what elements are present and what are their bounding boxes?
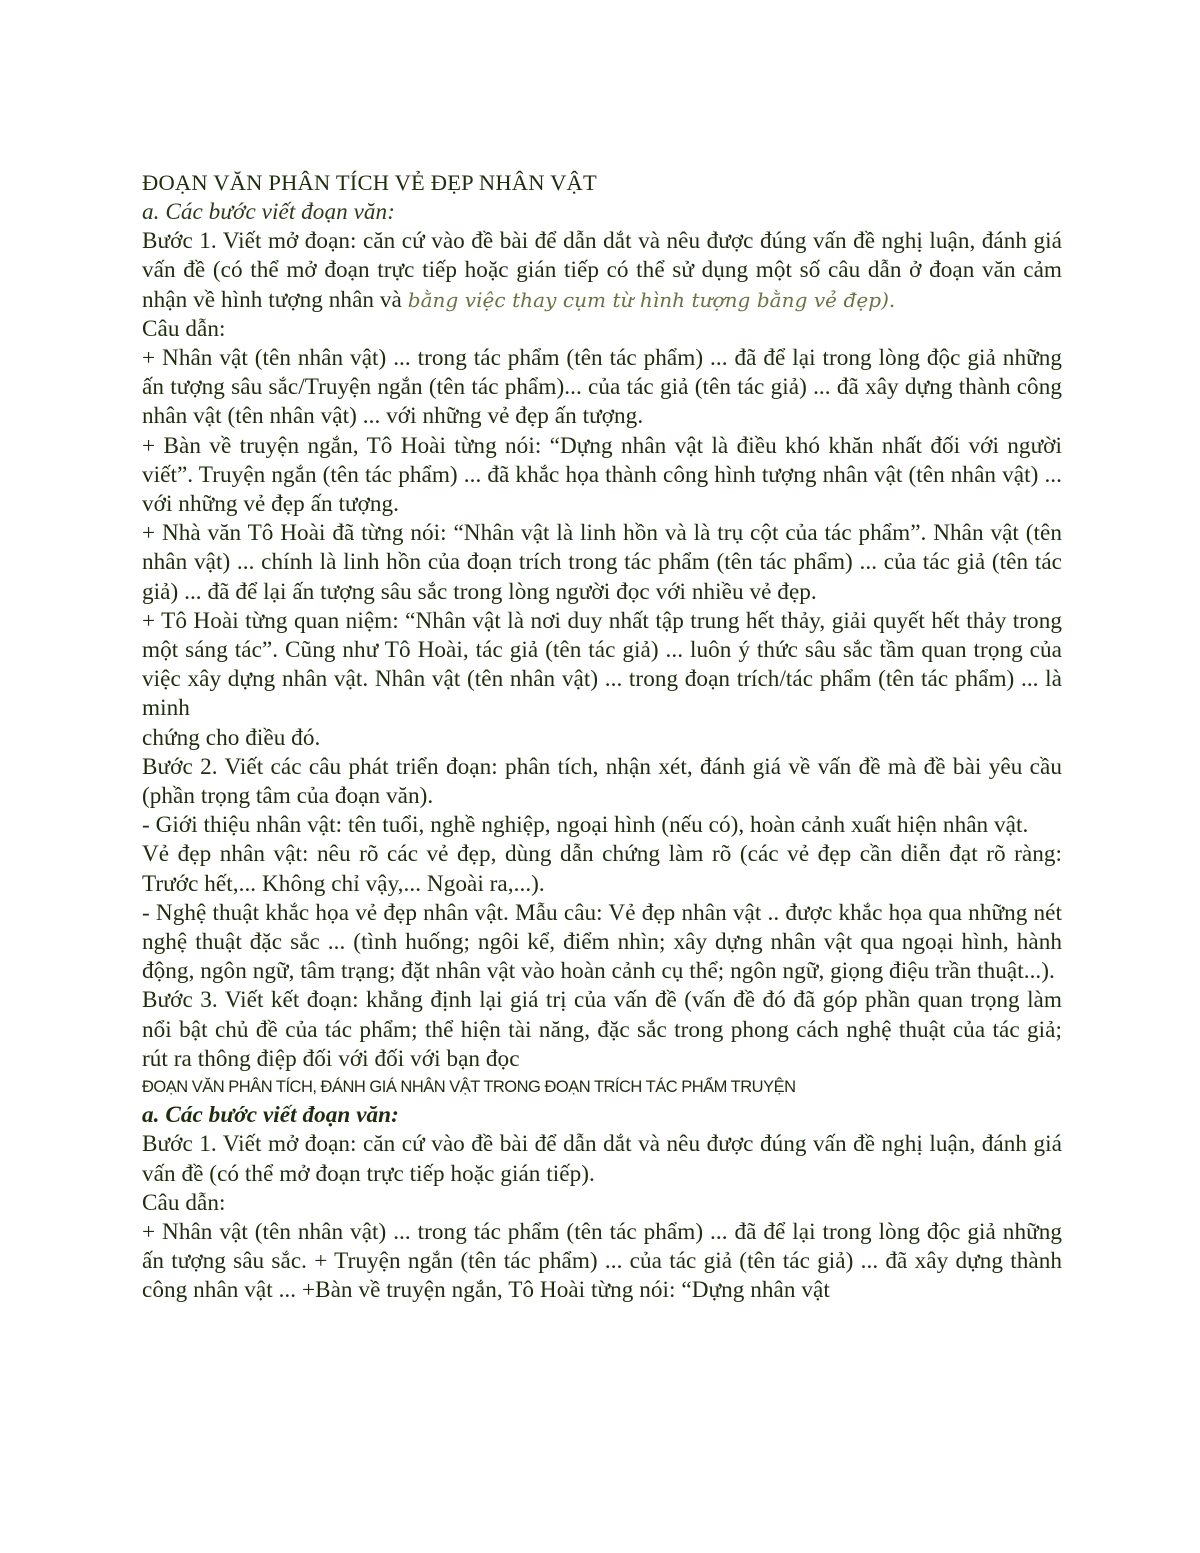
- section2-cau-dan-label: Câu dẫn:: [142, 1189, 226, 1216]
- section1-step2: Bước 2. Viết các câu phát triển đoạn: phân tích, nhận xét, đánh giá về vấn đề mà đề bài yêu cầu (phần trọng tâm của đoạn văn).: [142, 753, 1062, 810]
- section1-intro-character: - Giới thiệu nhân vật: tên tuổi, nghề nghiệp, ngoại hình (nếu có), hoàn cảnh xuất hiện nhân vật.: [142, 812, 1029, 839]
- section1-lead-4: + Tô Hoài từng quan niệm: “Nhân vật là nơi duy nhất tập trung hết thảy, giải quyết hết thảy trong một sáng tác”. Cũng như Tô Hoài, tác giả (tên tác giả) ... luôn ý thức sâu sắc tầm quan trọng của việc xây dựng nhân vật. Nhân vật (tên nhân vật) ... trong đoạn trích/tác phẩm (tên tác phẩm) ... là minh: [142, 607, 1062, 722]
- section1-lead-1: + Nhân vật (tên nhân vật) ... trong tác phẩm (tên tác phẩm) ... đã để lại trong lòng độc giả những ấn tượng sâu sắc/Truyện ngắn (tên tác phẩm)... của tác giả (tên tác giả) ... đã xây dựng thành công nhân vật (tên nhân vật) ... với những vẻ đẹp ấn tượng.: [142, 345, 1062, 430]
- section1-subtitle: a. Các bước viết đoạn văn:: [142, 199, 395, 225]
- section1-title: ĐOẠN VĂN PHÂN TÍCH VẺ ĐẸP NHÂN VẬT: [142, 170, 597, 195]
- section1-lead-3: + Nhà văn Tô Hoài đã từng nói: “Nhân vật là linh hồn và là trụ cột của tác phẩm”. Nhân vật (tên nhân vật) ... chính là linh hồn của đoạn trích trong tác phẩm (tên tác phẩm) ... của tác giả (tên tác giả) ... đã để lại ấn tượng sâu sắc trong lòng người đọc với nhiều vẻ đẹp.: [142, 520, 1062, 605]
- section2-step1: Bước 1. Viết mở đoạn: căn cứ vào đề bài để dẫn dắt và nêu được đúng vấn đề nghị luận, đánh giá vấn đề (có thể mở đoạn trực tiếp hoặc gián tiếp).: [142, 1131, 1062, 1187]
- section1-beauty: Vẻ đẹp nhân vật: nêu rõ các vẻ đẹp, dùng dẫn chứng làm rõ (các vẻ đẹp cần diễn đạt rõ ràng: Trước hết,... Không chỉ vậy,... Ngoài ra,...).: [142, 841, 1062, 897]
- section1-step1-note: bằng việc thay cụm từ hình tượng bằng vẻ đẹp).: [407, 287, 896, 312]
- section1-art: - Nghệ thuật khắc họa vẻ đẹp nhân vật. Mẫu câu: Vẻ đẹp nhân vật .. được khắc họa qua những nét nghệ thuật đặc sắc ... (tình huống; ngôi kể, điểm nhìn; xây dựng nhân vật qua ngoại hình, hành động, ngôn ngữ, tâm trạng; đặt nhân vật vào hoàn cảnh cụ thể; ngôn ngữ, giọng điệu trần thuật...).: [142, 899, 1062, 985]
- section1-step1-text: Bước 1. Viết mở đoạn: căn cứ vào đề bài để dẫn dắt và nêu được đúng vấn đề nghị luận, đánh giá vấn đề (có thể mở đoạn trực tiếp hoặc gián tiếp có thể sử dụng một số câu dẫn ở đoạn văn cảm nhận về hình tượng nhân và: [142, 228, 1062, 313]
- section2-title: ĐOẠN VĂN PHÂN TÍCH, ĐÁNH GIÁ NHÂN VẬT TRONG ĐOẠN TRÍCH TÁC PHẨM TRUYỆN: [142, 1078, 796, 1097]
- section1-lead-4-continued: chứng cho điều đó.: [142, 724, 321, 751]
- section2-lead-1: + Nhân vật (tên nhân vật) ... trong tác phẩm (tên tác phẩm) ... đã để lại trong lòng độc giả những ấn tượng sâu sắc. + Truyện ngắn (tên tác phẩm) ... của tác giả (tên tác giả) ... đã xây dựng thành công nhân vật ... +Bàn về truyện ngắn, Tô Hoài từng nói: “Dựng nhân vật: [142, 1218, 1062, 1304]
- section2-subtitle: a. Các bước viết đoạn văn:: [142, 1102, 399, 1129]
- document-body: [142, 168, 1062, 1306]
- section1-cau-dan-label: Câu dẫn:: [142, 315, 226, 342]
- section1-step3: Bước 3. Viết kết đoạn: khẳng định lại giá trị của vấn đề (vấn đề đó đã góp phần quan trọng làm nổi bật chủ đề của tác phẩm; thể hiện tài năng, đặc sắc trong phong cách nghệ thuật của tác giả; rút ra thông điệp đối với đối với bạn đọc: [142, 987, 1062, 1072]
- section1-step1: [142, 227, 1062, 315]
- section1-lead-2: + Bàn về truyện ngắn, Tô Hoài từng nói: “Dựng nhân vật là điều khó khăn nhất đối với người viết”. Truyện ngắn (tên tác phẩm) ... đã khắc họa thành công hình tượng nhân vật (tên nhân vật) ... với những vẻ đẹp ấn tượng.: [142, 432, 1062, 518]
